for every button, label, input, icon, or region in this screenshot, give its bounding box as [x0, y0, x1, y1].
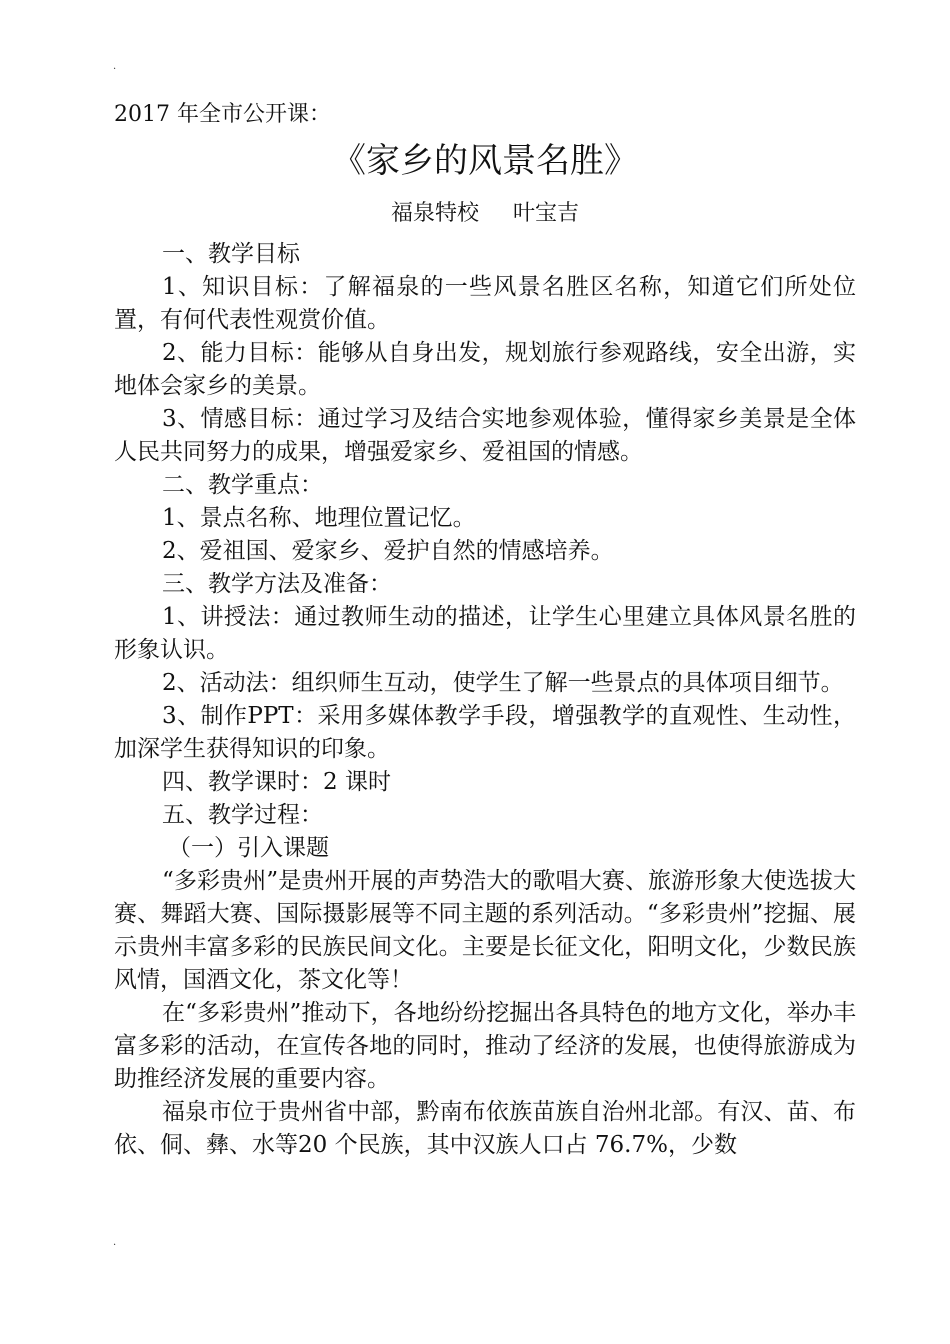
key-point-1: 1、景点名称、地理位置记忆。: [162, 505, 476, 531]
body-paragraph-2: 在“多彩贵州”推动下，各地纷纷挖掘出各具特色的地方文化，举办丰富多彩的活动，在宣传各地的同时，推动了经济的发展，也使得旅游成为助推经济发展的重要内容。: [114, 1000, 856, 1092]
key-point-2: 2、爱祖国、爱家乡、爱护自然的情感培养。: [162, 538, 614, 564]
body-paragraph-1: “多彩贵州”是贵州开展的声势浩大的歌唱大赛、旅游形象大使选拔大赛、舞蹈大赛、国际摄影展等不同主题的系列活动。“多彩贵州”挖掘、展示贵州丰富多彩的民族民间文化。主要是长征文化，阳明文化，少数民族风情，国酒文化，茶文化等！: [114, 868, 856, 993]
section-heading-process: 五、教学过程：: [162, 802, 323, 828]
school-name: 福泉特校: [390, 201, 479, 226]
method-lecture: 1、讲授法：通过教师生动的描述，让学生心里建立具体风景名胜的形象认识。: [114, 604, 856, 663]
author-name: 叶宝吉: [513, 201, 580, 226]
body-paragraph-3: 福泉市位于贵州省中部，黔南布依族苗族自治州北部。有汉、苗、布依、侗、彝、水等20 个民族，其中汉族人口占 76.7%，少数: [114, 1099, 856, 1158]
section-heading-objectives: 一、教学目标: [162, 241, 300, 267]
section-heading-hours: 四、教学课时：2 课时: [162, 769, 391, 795]
byline: [114, 194, 856, 238]
section-heading-methods: 三、教学方法及准备：: [162, 571, 392, 597]
document-body: [114, 98, 856, 1162]
method-activity: 2、活动法：组织师生互动，使学生了解一些景点的具体项目细节。: [162, 670, 844, 696]
page-mark-bottom: .: [113, 1237, 117, 1248]
objective-ability: 2、能力目标：能够从自身出发，规划旅行参观路线，安全出游，实地体会家乡的美景。: [114, 340, 856, 399]
subsection-introduction: （一）引入课题: [168, 835, 329, 861]
method-ppt: 3、制作PPT：采用多媒体教学手段，增强教学的直观性、生动性，加深学生获得知识的印象。: [114, 703, 856, 762]
objective-knowledge: 1、知识目标：了解福泉的一些风景名胜区名称，知道它们所处位置，有何代表性观赏价值。: [114, 274, 856, 333]
pre-title: 2017 年全市公开课：: [114, 102, 331, 127]
page-mark-top: .: [113, 61, 117, 72]
objective-emotion: 3、情感目标：通过学习及结合实地参观体验，懂得家乡美景是全体人民共同努力的成果，增强爱家乡、爱祖国的情感。: [114, 406, 856, 465]
page-title: 《家乡的风景名胜》: [332, 141, 638, 181]
section-heading-key-points: 二、教学重点：: [162, 472, 323, 498]
